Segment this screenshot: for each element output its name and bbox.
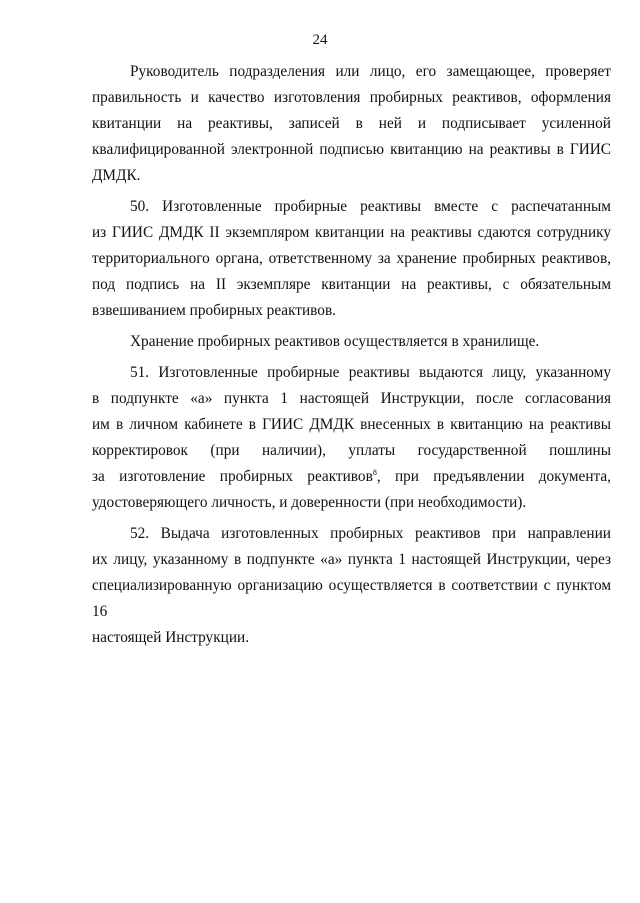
text-line: квалифицированной электронной подписью квитанцию на реактивы в ГИИС	[92, 141, 611, 158]
text-line: настоящей Инструкции.	[92, 629, 250, 646]
text-line: 51. Изготовленные пробирные реактивы выдаются лицу, указанному	[130, 364, 611, 381]
page-number: 24	[312, 32, 328, 48]
paragraph-supervisor-check	[92, 59, 611, 189]
text-fragment: , при предъявлении документа,	[376, 468, 611, 485]
text-line: 52. Выдача изготовленных пробирных реактивов при направлении	[130, 525, 611, 542]
paragraph-item-50	[92, 194, 611, 324]
text-line: им в личном кабинете в ГИИС ДМДК внесенных в квитанцию на реактивы	[92, 416, 611, 433]
text-line: удостоверяющего личность, и доверенности (при необходимости).	[92, 494, 527, 511]
text-line: под подпись на II экземпляре квитанции на реактивы, с обязательным	[92, 276, 611, 293]
text-line: специализированную организацию осуществляется в соответствии с пунктом 16	[92, 577, 611, 620]
paragraph-item-51	[92, 360, 611, 516]
text-line: 50. Изготовленные пробирные реактивы вместе с распечатанным	[130, 198, 611, 215]
paragraph-item-52	[92, 521, 611, 651]
text-line: взвешиванием пробирных реактивов.	[92, 302, 336, 319]
document-body	[92, 59, 611, 656]
text-line: Хранение пробирных реактивов осуществляется в хранилище.	[130, 333, 540, 350]
text-line: территориального органа, ответственному за хранение пробирных реактивов,	[92, 250, 611, 267]
text-line: ДМДК.	[92, 167, 141, 184]
text-line: Руководитель подразделения или лицо, его замещающее, проверяет	[130, 63, 611, 80]
paragraph-storage	[92, 329, 611, 355]
text-line: из ГИИС ДМДК II экземпляром квитанции на реактивы сдаются сотруднику	[92, 224, 611, 241]
text-line-with-footnote	[92, 464, 611, 490]
text-line: квитанции на реактивы, записей в ней и подписывает усиленной	[92, 115, 611, 132]
text-fragment: за изготовление пробирных реактивов	[92, 468, 373, 485]
text-line: в подпункте «а» пункта 1 настоящей Инструкции, после согласования	[92, 390, 611, 407]
text-line: корректировок (при наличии), уплаты государственной пошлины	[92, 442, 611, 459]
text-line: их лицу, указанному в подпункте «а» пункта 1 настоящей Инструкции, через	[92, 551, 611, 568]
footnote-mark: 8	[372, 468, 377, 477]
text-line: правильность и качество изготовления пробирных реактивов, оформления	[92, 89, 611, 106]
